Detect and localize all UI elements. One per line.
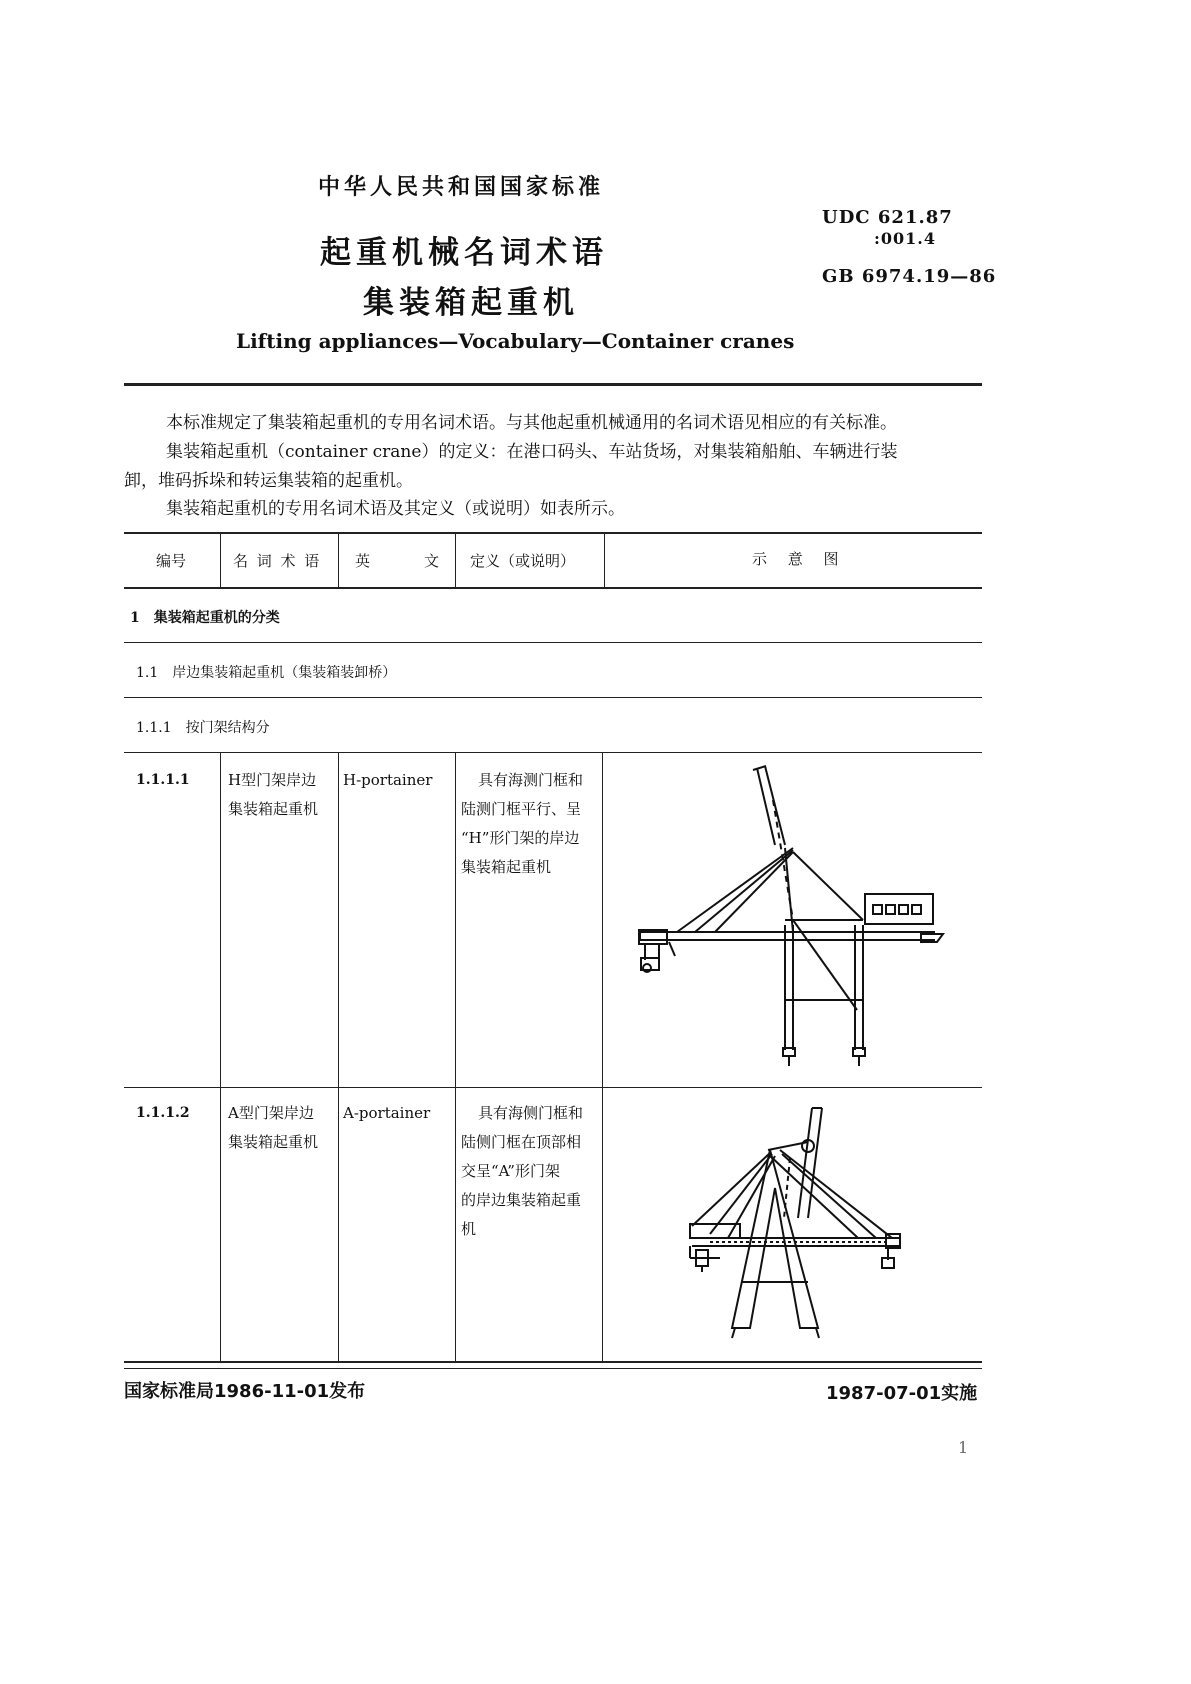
effective-date: 1987-07-01实施 xyxy=(826,1383,978,1404)
gb-code: GB 6974.19—86 xyxy=(822,266,997,287)
row-definition: 交呈“A”形门架 xyxy=(461,1162,560,1180)
udc-code: UDC 621.87 xyxy=(822,207,953,228)
table-top-rule xyxy=(124,532,982,534)
col-divider xyxy=(602,752,603,1362)
col-divider xyxy=(220,752,221,1362)
header-rule xyxy=(124,383,982,386)
a-portainer-diagram xyxy=(680,1098,920,1348)
section-1-1-1-rule xyxy=(124,752,982,753)
header-english-right: 文 xyxy=(424,552,440,570)
section-1-1-heading: 1.1 岸边集装箱起重机（集装箱装卸桥） xyxy=(136,665,397,681)
page-number: 1 xyxy=(958,1438,969,1457)
col-divider xyxy=(338,752,339,1362)
row-english: H-portainer xyxy=(343,771,433,789)
intro-paragraph-2-line2: 卸，堆码拆垛和转运集装箱的起重机。 xyxy=(124,471,413,491)
table-bottom-rule-2 xyxy=(124,1368,982,1369)
col-divider xyxy=(338,532,339,587)
section-1-1-rule xyxy=(124,697,982,698)
row-definition: 机 xyxy=(461,1220,477,1238)
intro-paragraph-2-line1: 集装箱起重机（container crane）的定义：在港口码头、车站货场，对集装箱船舶、车辆进行装 xyxy=(166,442,898,462)
table-bottom-rule xyxy=(124,1361,982,1363)
h-portainer-diagram xyxy=(625,760,955,1075)
header-diagram: 示 意 图 xyxy=(752,550,847,568)
row-1-bottom-rule xyxy=(124,1087,982,1088)
row-definition: 的岸边集装箱起重 xyxy=(461,1191,582,1209)
national-standard-heading: 中华人民共和国国家标准 xyxy=(318,175,605,200)
intro-paragraph-1: 本标准规定了集装箱起重机的专用名词术语。与其他起重机械通用的名词术语见相应的有关标准。 xyxy=(166,413,897,433)
col-divider xyxy=(455,752,456,1362)
row-term: A型门架岸边 xyxy=(228,1104,314,1122)
row-definition: “H”形门架的岸边 xyxy=(461,829,580,847)
row-english: A-portainer xyxy=(343,1104,431,1122)
section-1-rule xyxy=(124,642,982,643)
header-definition: 定义（或说明） xyxy=(470,552,576,570)
header-english-left: 英 xyxy=(355,552,371,570)
col-divider xyxy=(455,532,456,587)
row-term: H型门架岸边 xyxy=(228,771,317,789)
section-1-heading: 1 集装箱起重机的分类 xyxy=(130,610,280,626)
row-number: 1.1.1.1 xyxy=(136,772,190,788)
header-term: 名 词 术 语 xyxy=(233,552,322,570)
header-number: 编号 xyxy=(156,552,187,570)
row-term: 集装箱起重机 xyxy=(228,800,319,818)
section-1-1-1-heading: 1.1.1 按门架结构分 xyxy=(136,720,270,736)
row-number: 1.1.1.2 xyxy=(136,1105,190,1121)
intro-paragraph-3: 集装箱起重机的专用名词术语及其定义（或说明）如表所示。 xyxy=(166,499,625,519)
udc-code-suffix: :001.4 xyxy=(874,229,937,248)
table-header-rule xyxy=(124,587,982,589)
document-title-line2: 集装箱起重机 xyxy=(363,285,579,321)
english-title: Lifting appliances—Vocabulary—Container cranes xyxy=(236,329,795,353)
col-divider xyxy=(604,532,605,587)
row-definition: 具有海测门框和 xyxy=(478,771,584,789)
row-definition: 陆侧门框在顶部相 xyxy=(461,1133,582,1151)
row-definition: 陆测门框平行、呈 xyxy=(461,800,582,818)
row-definition: 集装箱起重机 xyxy=(461,858,552,876)
row-definition: 具有海侧门框和 xyxy=(478,1104,584,1122)
row-term: 集装箱起重机 xyxy=(228,1133,319,1151)
col-divider xyxy=(220,532,221,587)
document-title-line1: 起重机械名词术语 xyxy=(320,235,608,271)
issued-date: 国家标准局1986-11-01发布 xyxy=(124,1381,366,1402)
